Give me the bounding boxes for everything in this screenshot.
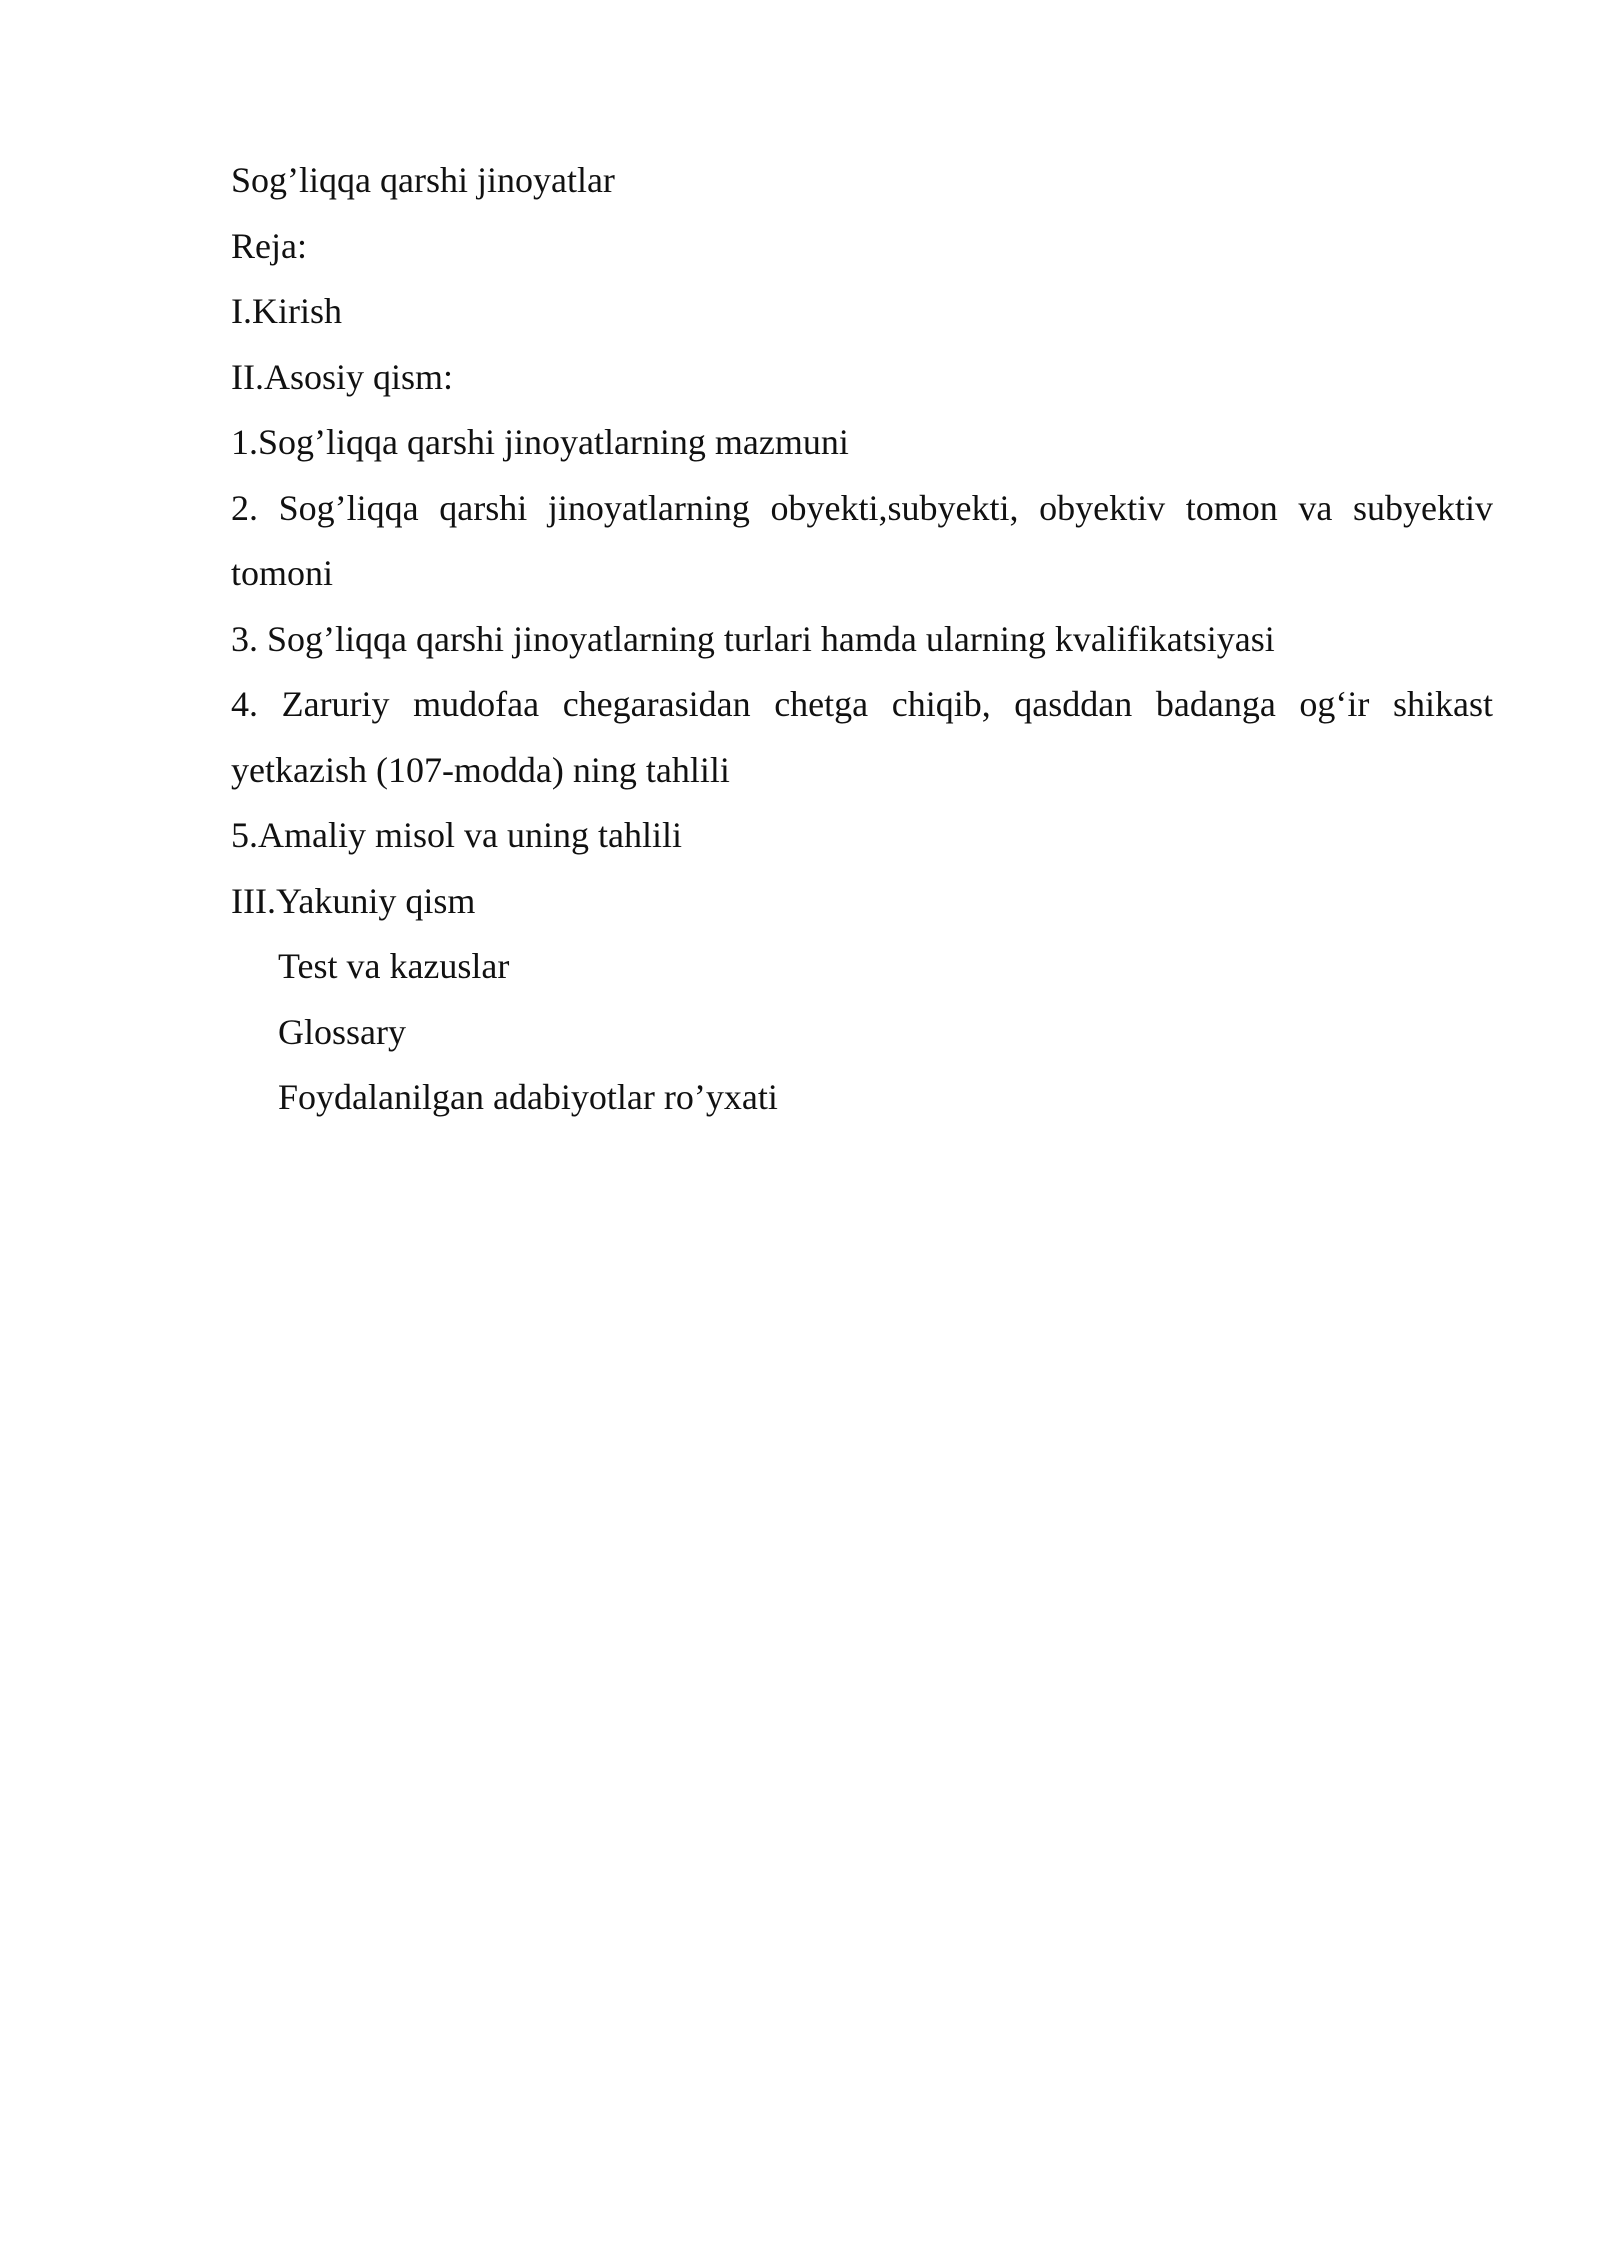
plan-item: II.Asosiy qism: [231,356,454,397]
plan-label: Reja: [231,225,307,266]
plan-item: 1.Sog’liqqa qarshi jinoyatlarning mazmuni [231,422,849,462]
document-title: Sog’liqqa qarshi jinoyatlar [231,160,615,200]
plan-item: 4. Zaruriy mudofaa chegarasidan chetga chiqib, qasddan badanga og‘ir shikast yetkazish (107-modda) ning tahlili [231,684,1493,790]
plan-sub-item: Foydalanilgan adabiyotlar ro’yxati [278,1077,778,1117]
plan-sub-item: Test va kazuslar [278,946,510,986]
plan-item: 3. Sog’liqqa qarshi jinoyatlarning turlari hamda ularning kvalifikatsiyasi [231,618,1275,659]
plan-item: III.Yakuniy qism [231,880,476,921]
plan-item: 2. Sog’liqqa qarshi jinoyatlarning obyekti,subyekti, obyektiv tomon va subyektiv tomoni [231,487,1493,593]
document-body [231,148,1493,1131]
plan-item: 5.Amaliy misol va uning tahlili [231,815,682,855]
plan-item: I.Kirish [231,291,342,331]
plan-sub-item: Glossary [278,1011,406,1052]
